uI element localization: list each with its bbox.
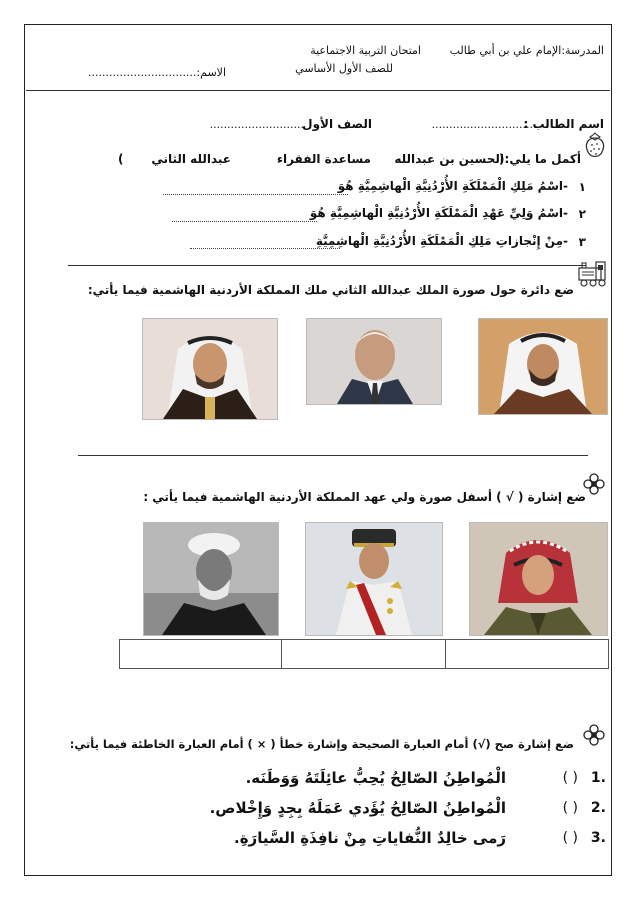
q1-option-2: مساعدة الفقراء [276,152,371,166]
strawberry-icon [580,130,610,160]
q3-instruction: ضع إشارة ( √ ) أسفل صورة ولي عهد المملكة الأردنية الهاشمية فيما يأتي : [143,490,586,504]
q3-answer-box[interactable] [445,639,609,669]
q1-option-3: عبدالله الثاني [151,152,231,166]
q1-item-text: -مِنْ إِنْجازاتِ مَلِكِ الْمَمْلَكَةِ الأُرْدُنِيَّةِ الْهاشِمِيَّةِ [315,234,568,248]
q1-item-num: ٣ [578,235,586,249]
q4-answer-paren[interactable]: ( ) [562,770,578,786]
q3-photo-2[interactable] [305,522,443,636]
q2-photo-3[interactable] [478,318,608,415]
q4-statement: الْمُواطِنُ الصّالِحُ يُؤَدي عَمَلَهُ بِجِدٍ وَإِخْلاص. [209,799,506,817]
q4-answer-paren[interactable]: ( ) [562,830,578,846]
q1-item-text: -اسْمُ مَلِكِ الْمَمْلَكَةِ الأُرْدُنِيَّةِ الْهاشِمِيَّةِ هُوَ [337,179,568,193]
q4-item-num: .1 [590,770,606,786]
q3-answer-box[interactable] [119,639,282,669]
q1-answer-line[interactable] [163,194,348,195]
student-name-field[interactable]: ............................... [431,118,540,131]
flower-icon [582,723,606,747]
q3-answer-box[interactable] [281,639,446,669]
q2-photo-2[interactable] [306,318,442,405]
student-class-field[interactable]: ........................... [209,118,304,131]
q4-answer-paren[interactable]: ( ) [562,800,578,816]
header-divider [26,90,610,91]
q1-item-text: -اسْمُ وَلِيِّ عَهْدِ الْمَمْلَكَةِ الأُرْدُنِيَّةِ الْهاشِمِيَّةِ هُوَ [309,206,568,220]
q1-option-1: الحسين بن عبدالله [394,152,504,166]
q4-statement: الْمُواطِنُ الصّالِحُ يُحِبُّ عائِلَتَهُ وَوَطَنَه. [245,769,506,787]
header-name-field[interactable]: الاسم:............................... [88,66,226,79]
q1-answer-line[interactable] [172,221,317,222]
student-class-label: الصف الأول [302,117,372,131]
q4-instruction: ضع إشارة صح (√) أمام العبارة الصحيحة وإشارة خطأ ( × ) أمام العبارة الخاطئة فيما يأتي: [69,737,574,751]
q4-item-num: .2 [590,800,606,816]
q3-photo-3[interactable] [469,522,608,636]
q4-statement: رَمى خالِدٌ النُّفاياتِ مِنْ نافِذَةِ السَّيارَةِ. [234,829,506,847]
q1-close-paren: ) [118,152,124,166]
q4-item-num: .3 [590,830,606,846]
train-icon [576,258,610,288]
exam-title: امتحان التربية الاجتماعية [310,44,421,57]
q1-divider [68,265,586,266]
grade-label: للصف الأول الأساسي [295,62,393,75]
q1-instruction: أكمل ما يلي:( [499,152,581,166]
q1-answer-line[interactable] [190,248,340,249]
q3-photo-1[interactable] [143,522,279,636]
school-name: المدرسة:الإمام علي بن أبي طالب [449,44,604,57]
q2-photo-1[interactable] [142,318,278,420]
q2-divider [78,455,588,456]
student-name-label: اسم الطالب : [523,117,604,131]
q2-instruction: ضع دائرة حول صورة الملك عبدالله الثاني ملك المملكة الأردنية الهاشمية فيما يأتي: [87,283,574,297]
q1-item-num: ٢ [578,207,586,221]
q1-item-num: ١ [578,180,586,194]
